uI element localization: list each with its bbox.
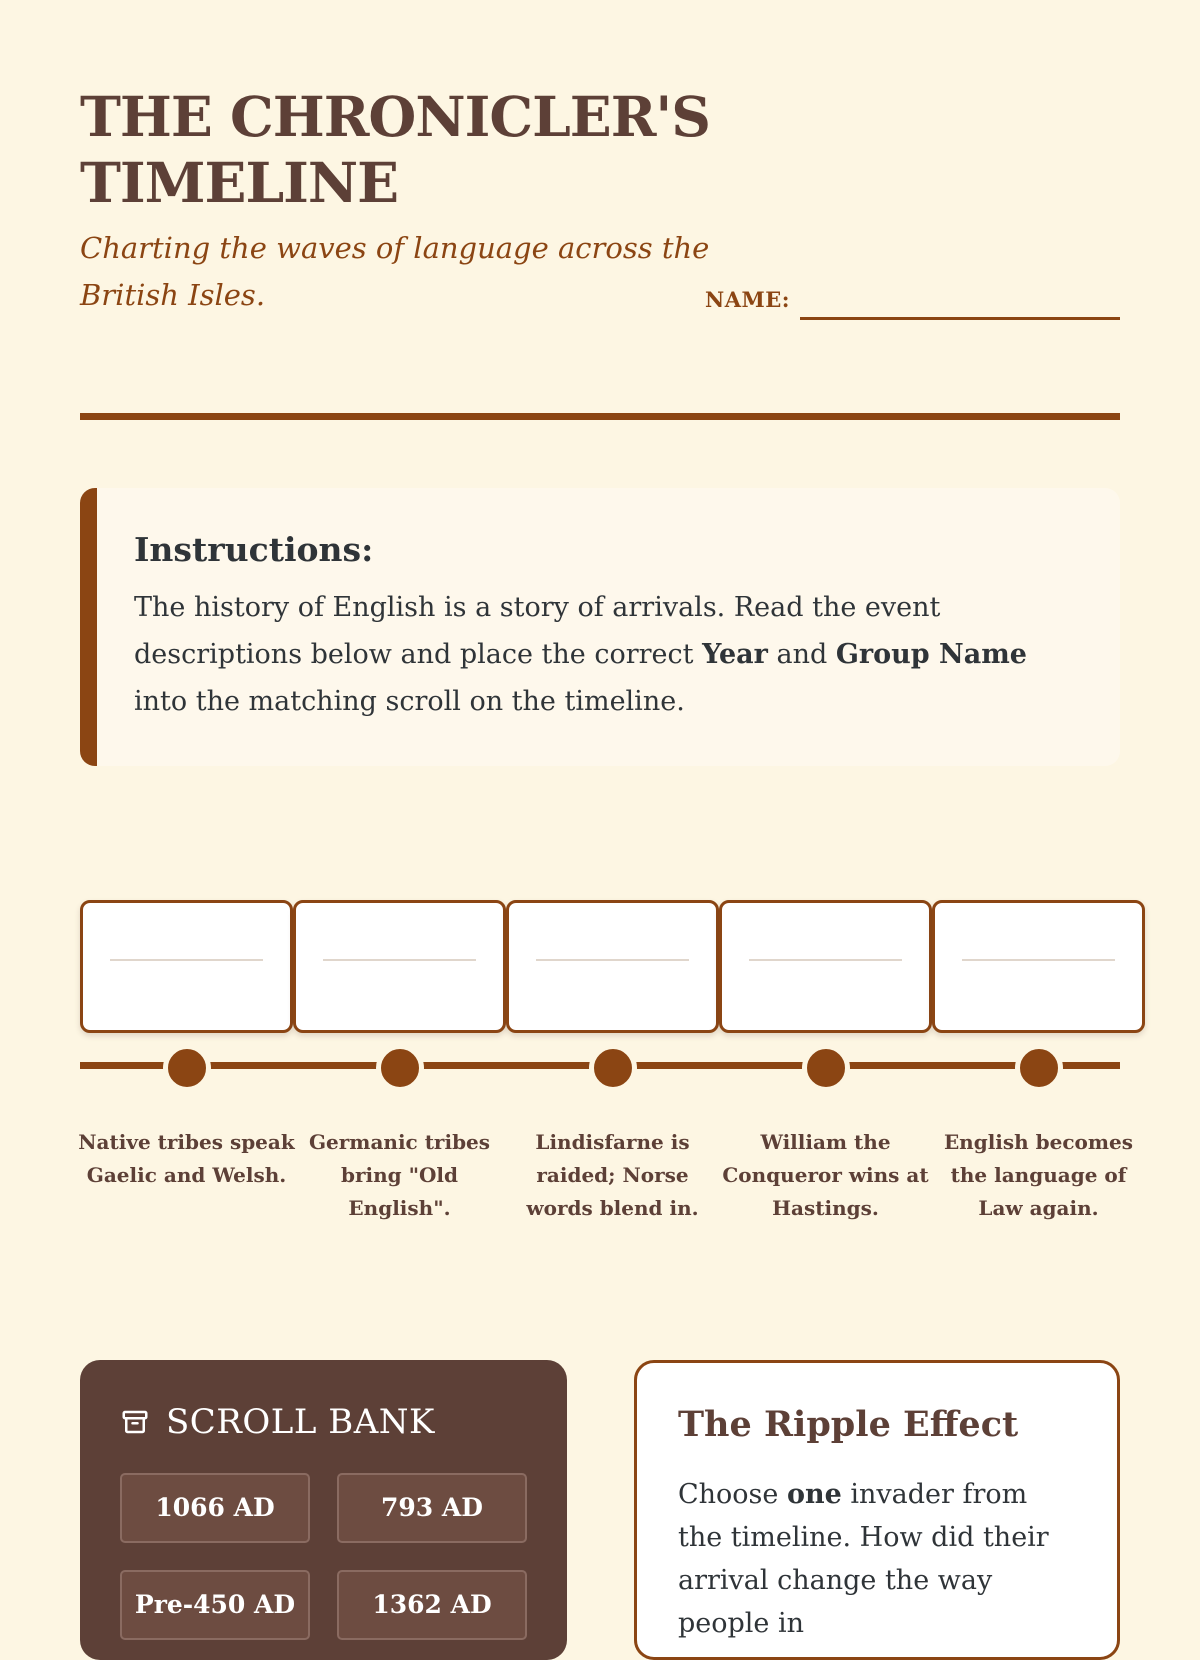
event-description: Germanic tribes bring "Old English". bbox=[308, 1130, 491, 1220]
ripple-heading: The Ripple Effect bbox=[678, 1404, 1019, 1445]
event-description: Native tribes speak Gaelic and Welsh. bbox=[78, 1130, 295, 1187]
timeline-event-4 bbox=[719, 900, 932, 1240]
answer-line bbox=[323, 959, 476, 961]
instructions-text bbox=[134, 584, 1080, 725]
answer-chip[interactable]: 793 AD bbox=[337, 1473, 527, 1543]
ripple-prompt bbox=[678, 1473, 1077, 1645]
scroll-bank bbox=[80, 1360, 567, 1660]
event-description: English becomes the language of Law again. bbox=[943, 1130, 1134, 1220]
name-input[interactable] bbox=[800, 283, 1120, 320]
instructions-bold-year: Year bbox=[702, 639, 768, 670]
answer-chip[interactable]: 1362 AD bbox=[337, 1570, 527, 1640]
instructions-text-part1: The history of English is a story of arrivals. Read the event descriptions below and place the correct bbox=[134, 592, 941, 670]
page-title: THE CHRONICLER'S TIMELINE bbox=[80, 84, 710, 215]
timeline-event-3 bbox=[506, 900, 719, 1240]
answer-scroll-4[interactable] bbox=[719, 900, 932, 1033]
timeline-event-2 bbox=[293, 900, 506, 1240]
answer-line bbox=[749, 959, 902, 961]
answer-chip[interactable]: 1066 AD bbox=[120, 1473, 310, 1543]
scroll-bank-header bbox=[120, 1400, 435, 1444]
archive-box-icon bbox=[120, 1407, 150, 1437]
answer-scroll-1[interactable] bbox=[80, 900, 293, 1033]
timeline-marker bbox=[802, 1044, 850, 1092]
instructions-bold-group-name: Group Name bbox=[835, 639, 1027, 670]
instructions-panel bbox=[80, 488, 1120, 766]
ripple-text-part2: invader from the timeline. How did their arrival change the way people in bbox=[678, 1479, 1049, 1639]
timeline-marker bbox=[1015, 1044, 1063, 1092]
answer-scroll-5[interactable] bbox=[932, 900, 1145, 1033]
name-label: NAME: bbox=[705, 287, 790, 312]
timeline bbox=[80, 900, 1150, 1240]
page-subtitle: Charting the waves of language across the British Isles. bbox=[80, 231, 710, 312]
ripple-text-part1: Choose bbox=[678, 1479, 787, 1510]
header-divider bbox=[80, 413, 1120, 420]
instructions-heading: Instructions: bbox=[134, 530, 374, 569]
timeline-marker bbox=[163, 1044, 211, 1092]
timeline-marker bbox=[376, 1044, 424, 1092]
scroll-bank-title: SCROLL BANK bbox=[166, 1402, 435, 1442]
answer-scroll-2[interactable] bbox=[293, 900, 506, 1033]
answer-chip[interactable]: Pre-450 AD bbox=[120, 1570, 310, 1640]
timeline-marker bbox=[589, 1044, 637, 1092]
instructions-text-part2: and bbox=[767, 639, 836, 670]
answer-line bbox=[962, 959, 1115, 961]
event-description: Lindisfarne is raided; Norse words blend in. bbox=[526, 1130, 699, 1220]
event-description: William the Conqueror wins at Hastings. bbox=[722, 1130, 929, 1220]
timeline-event-1 bbox=[80, 900, 293, 1240]
instructions-text-part3: into the matching scroll on the timeline. bbox=[134, 686, 685, 717]
timeline-event-5 bbox=[932, 900, 1145, 1240]
ripple-bold-one: one bbox=[786, 1479, 842, 1510]
answer-line bbox=[536, 959, 689, 961]
ripple-effect-panel bbox=[634, 1360, 1120, 1660]
answer-line bbox=[110, 959, 263, 961]
name-field bbox=[705, 283, 1120, 323]
answer-scroll-3[interactable] bbox=[506, 900, 719, 1033]
